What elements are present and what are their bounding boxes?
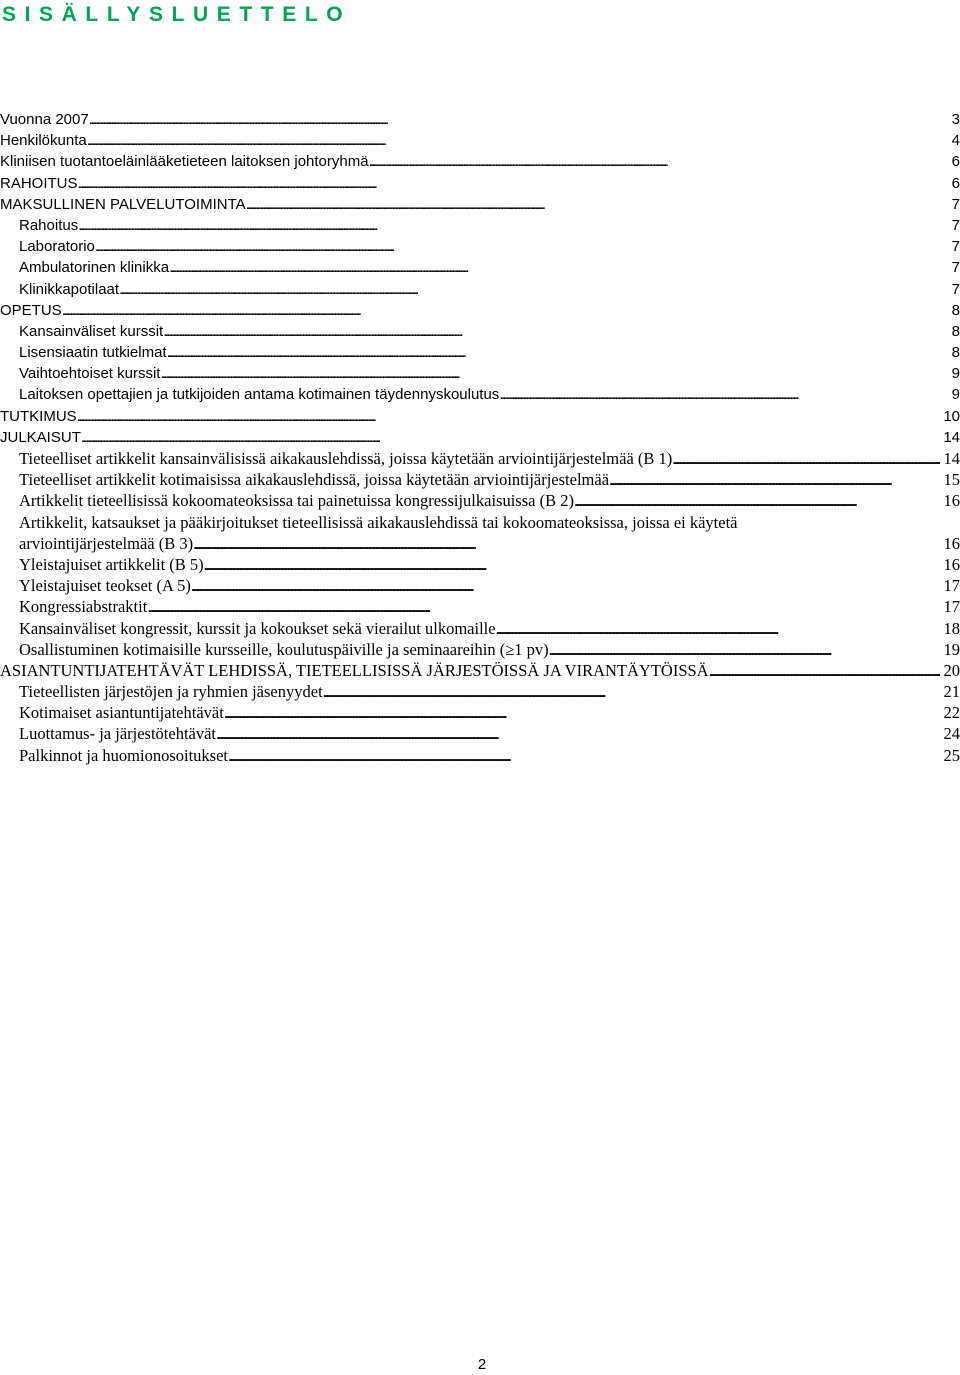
dot-leader [672, 448, 939, 469]
toc-entry-title: Vaihtoehtoiset kurssit [19, 365, 161, 383]
toc-entry[interactable] [0, 215, 960, 236]
toc-entry[interactable] [0, 427, 960, 448]
dot-leader [609, 469, 939, 490]
dot-leader [323, 681, 940, 702]
toc-entry-page: 22 [943, 703, 960, 723]
toc-entry-title: RAHOITUS [0, 174, 78, 192]
toc-entry[interactable] [0, 448, 960, 469]
toc-entry-title: TUTKIMUS [0, 407, 77, 425]
toc-entry-title: Tieteellisten järjestöjen ja ryhmien jäsenyydet [19, 682, 323, 702]
toc-entry[interactable] [0, 554, 960, 575]
toc-entry[interactable] [0, 639, 960, 660]
toc-entry-title: Kongressiabstraktit [19, 597, 148, 617]
toc-entry-page: 8 [951, 322, 960, 340]
dot-leader [549, 639, 940, 660]
toc-entry-page: 17 [943, 576, 960, 596]
toc-entry-title: MAKSULLINEN PALVELUTOIMINTA [0, 195, 246, 213]
dot-leader [246, 194, 948, 215]
toc-entry-page: 6 [951, 174, 960, 192]
toc-entry-title: Vuonna 2007 [0, 111, 89, 128]
toc-entry[interactable] [0, 363, 960, 384]
toc-entry-title: Osallistuminen kotimaisille kursseille, koulutuspäiville ja seminaareihin (≥1 pv) [19, 639, 549, 659]
toc-entry[interactable] [0, 130, 960, 151]
dot-leader [228, 745, 940, 766]
toc-entry-page: 10 [943, 407, 960, 425]
toc-entry-page: 7 [951, 259, 960, 277]
toc-entry-page: 4 [951, 132, 960, 150]
dot-leader [193, 533, 939, 554]
dot-leader [163, 321, 947, 342]
dot-leader [224, 702, 940, 723]
toc-entry-page: 7 [951, 195, 960, 213]
toc-entry[interactable] [0, 490, 960, 511]
dot-leader [204, 554, 940, 575]
toc-entry-title: Laitoksen opettajien ja tutkijoiden antama kotimainen täydennyskoulutus [19, 386, 500, 404]
toc-entry-title: Lisensiaatin tutkielmat [19, 344, 167, 362]
dot-leader [81, 427, 939, 448]
toc-entry-title: Laboratorio [19, 238, 95, 256]
toc-entry-page: 14 [943, 428, 960, 446]
dot-leader [499, 384, 947, 405]
page-number: 2 [477, 1356, 487, 1373]
dot-leader [369, 151, 948, 172]
toc-entry-page: 8 [951, 301, 960, 319]
toc-entry[interactable] [0, 596, 960, 617]
toc-entry-title: JULKAISUT [0, 428, 81, 446]
toc-entry-page: 8 [951, 344, 960, 362]
toc-entry[interactable] [0, 321, 960, 342]
dot-leader [77, 406, 940, 427]
toc-entry-title: Rahoitus [19, 216, 79, 234]
toc-entry-page: 18 [943, 618, 960, 638]
toc-entry-page: 7 [951, 238, 960, 256]
toc-entry-title: Ambulatorinen klinikka [19, 259, 170, 277]
toc-entry-page: 20 [943, 660, 960, 680]
dot-leader [709, 660, 940, 681]
toc-entry[interactable] [0, 723, 960, 744]
dot-leader [496, 618, 940, 639]
toc-entry[interactable] [0, 342, 960, 363]
toc-entry-title: Henkilökunta [0, 132, 87, 150]
toc-entry[interactable] [0, 702, 960, 723]
toc-entry-title: Kansainväliset kurssit [19, 322, 164, 340]
toc-entry[interactable] [0, 660, 960, 681]
toc-entry-page: 16 [943, 554, 960, 574]
toc-entry-title: Artikkelit tieteellisissä kokoomateoksissa tai painetuissa kongressijulkaisuissa (B 2) [19, 491, 574, 511]
toc-entry-page: 7 [951, 280, 960, 298]
toc-entry-wrapped-second-line[interactable] [0, 533, 960, 554]
toc-entry[interactable] [0, 618, 960, 639]
dot-leader [119, 279, 948, 300]
toc-entry[interactable] [0, 279, 960, 300]
toc-entry-wrapped-first-line[interactable]: Artikkelit, katsaukset ja pääkirjoitukset tieteellisissä aikakauslehdissä tai kokoomateoksissa, joissa ei käytetä [19, 512, 738, 532]
toc-entry[interactable] [0, 406, 960, 427]
toc-entry-page: 9 [951, 365, 960, 383]
toc-entry-page: 9 [951, 386, 960, 404]
toc-entry-title: Tieteelliset artikkelit kansainvälisissä aikakauslehdissä, joissa käytetään arviointijärjestelmää (B 1) [19, 449, 673, 468]
dot-leader [216, 723, 939, 744]
toc-entry-page: 24 [943, 724, 960, 744]
toc-entry[interactable] [0, 469, 960, 490]
dot-leader [95, 236, 948, 257]
toc-entry[interactable] [0, 681, 960, 702]
toc-entry-title: Luottamus- ja järjestötehtävät [19, 724, 217, 744]
dot-leader [169, 257, 948, 278]
toc-entry[interactable] [0, 384, 960, 405]
toc-entry-title: Tieteelliset artikkelit kotimaisissa aikakauslehdissä, joissa käytetään arviointijärjestelmää [19, 470, 610, 490]
toc-entry-title: arviointijärjestelmää (B 3) [19, 533, 194, 553]
toc-entry-page: 3 [951, 111, 960, 128]
toc-entry-title: Kotimaiset asiantuntijatehtävät [19, 703, 224, 723]
toc-entry-title: Kliniisen tuotantoeläinlääketieteen laitoksen johtoryhmä [0, 153, 369, 171]
toc-entry[interactable] [0, 300, 960, 321]
toc-entry[interactable] [0, 257, 960, 278]
toc-entry-page: 21 [943, 682, 960, 702]
toc-entry[interactable] [0, 151, 960, 172]
toc-entry-page: 19 [943, 639, 960, 659]
page-title: SISÄLLYSLUETTELO [2, 3, 352, 26]
dot-leader [574, 490, 940, 511]
toc-entry-title: Kansainväliset kongressit, kurssit ja kokoukset sekä vierailut ulkomaille [19, 618, 496, 638]
toc-entry[interactable] [0, 194, 960, 215]
toc-entry[interactable] [0, 745, 960, 766]
dot-leader [62, 300, 948, 321]
toc-entry-page: 6 [951, 153, 960, 171]
dot-leader [167, 342, 948, 363]
toc-entry-title: OPETUS [0, 301, 62, 319]
toc-entry[interactable] [0, 236, 960, 257]
toc-entry-page: 17 [943, 597, 960, 617]
toc-entry-page: 16 [943, 491, 960, 511]
dot-leader [78, 173, 948, 194]
toc-entry[interactable] [0, 109, 960, 130]
toc-entry-page: 14 [943, 449, 960, 468]
toc-entry-title: Klinikkapotilaat [19, 280, 120, 298]
toc-entry-title: ASIANTUNTIJATEHTÄVÄT LEHDISSÄ, TIETEELLISISSÄ JÄRJESTÖISSÄ JA VIRANTÄYTÖISSÄ [0, 660, 709, 680]
toc-entry-page: 25 [943, 745, 960, 765]
dot-leader [191, 575, 940, 596]
toc-entry[interactable] [0, 575, 960, 596]
dot-leader [78, 215, 947, 236]
dot-leader [147, 596, 939, 617]
toc-entry-page: 16 [943, 533, 960, 553]
dot-leader [87, 130, 948, 151]
dot-leader [160, 363, 947, 384]
table-of-contents [0, 109, 960, 766]
toc-entry-page: 7 [951, 216, 960, 234]
toc-entry-title: Palkinnot ja huomionosoitukset [19, 745, 228, 765]
toc-entry-title: Yleistajuiset artikkelit (B 5) [19, 554, 204, 574]
toc-entry-title: Yleistajuiset teokset (A 5) [19, 576, 191, 596]
toc-entry[interactable] [0, 173, 960, 194]
toc-entry-page: 15 [943, 470, 960, 490]
dot-leader [89, 109, 948, 130]
